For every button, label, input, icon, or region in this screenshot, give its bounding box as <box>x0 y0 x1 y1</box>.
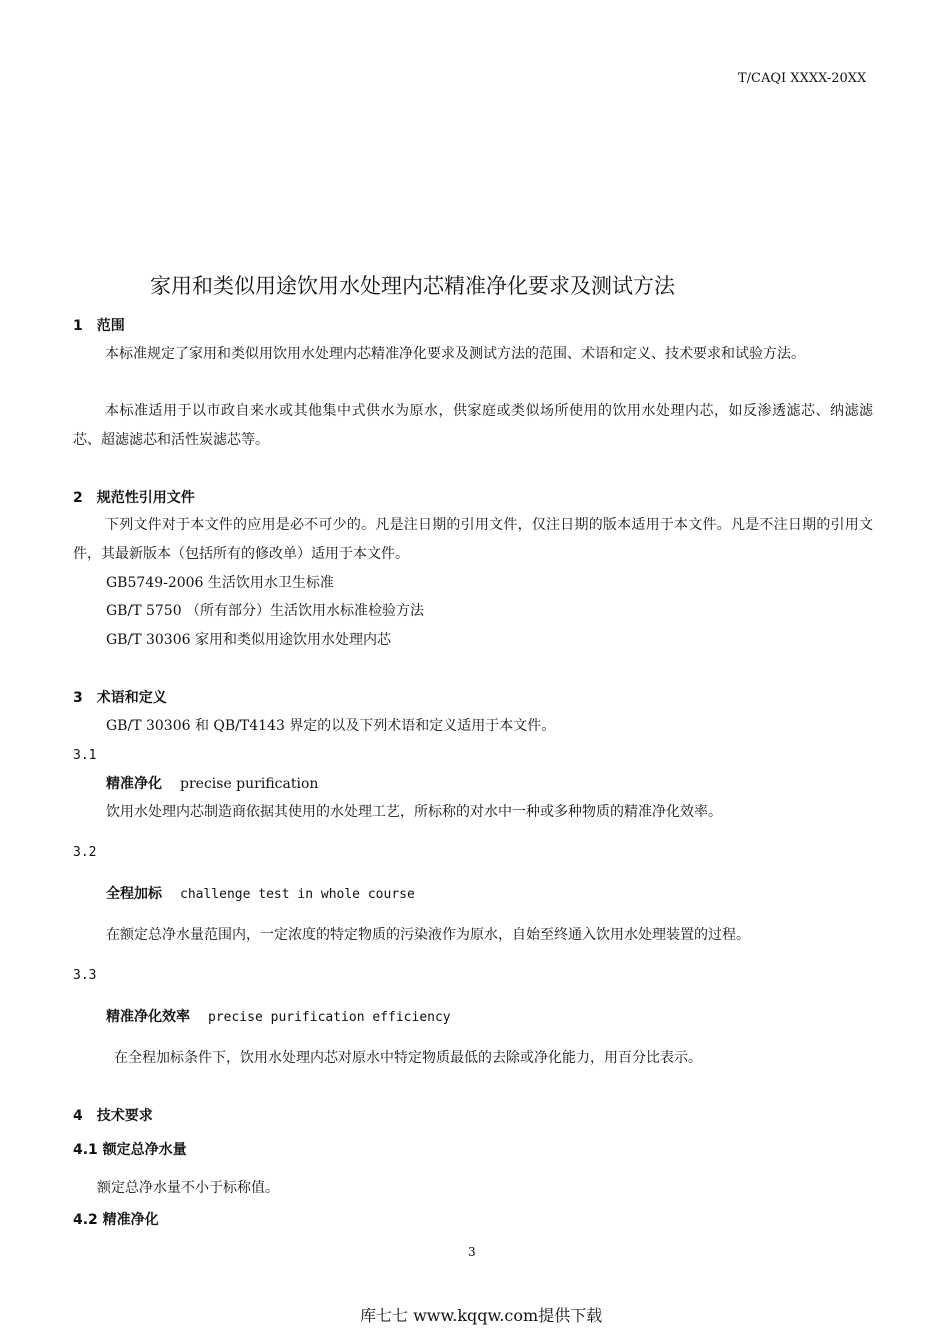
term-name: 精准净化 <box>106 776 162 792</box>
term-name: 精准净化效率 <box>106 1009 190 1025</box>
term-english: precise purification efficiency <box>208 1010 451 1025</box>
term-definition: 饮用水处理内芯制造商依据其使用的水处理工艺，所标称的对水中一种或多种物质的精准净化效率。 <box>106 804 722 820</box>
term-definition: 在额定总净水量范围内，一定浓度的特定物质的污染液作为原水，自始至终通入饮用水处理装置的过程。 <box>106 927 750 943</box>
term-number: 3.2 <box>73 845 97 860</box>
download-watermark: 库七七 www.kqqw.com提供下载 <box>360 1306 603 1325</box>
section-3-intro: GB/T 30306 和 QB/T4143 界定的以及下列术语和定义适用于本文件。 <box>106 718 556 734</box>
page-number: 3 <box>468 1245 476 1259</box>
term-title-row <box>106 1007 451 1028</box>
reference-item: GB/T 5750 （所有部分）生活饮用水标准检验方法 <box>106 603 425 619</box>
term-name: 全程加标 <box>106 886 162 902</box>
term-definition: 在全程加标条件下，饮用水处理内芯对原水中特定物质最低的去除或净化能力，用百分比表示。 <box>114 1050 702 1066</box>
reference-item: GB/T 30306 家用和类似用途饮用水处理内芯 <box>106 632 391 648</box>
section-2-heading: 2 规范性引用文件 <box>73 490 195 506</box>
term-english: challenge test in whole course <box>180 887 415 902</box>
term-title-row <box>106 774 318 794</box>
subsection-4-1-text: 额定总净水量不小于标称值。 <box>97 1180 279 1196</box>
page-title: 家用和类似用途饮用水处理内芯精准净化要求及测试方法 <box>150 274 675 298</box>
section-1-paragraph-1: 本标准规定了家用和类似用饮用水处理内芯精准净化要求及测试方法的范围、术语和定义、技术要求和试验方法。 <box>105 346 805 362</box>
term-title-row <box>106 884 415 905</box>
term-number: 3.3 <box>73 968 97 983</box>
section-1-paragraph-2: 本标准适用于以市政自来水或其他集中式供水为原水，供家庭或类似场所使用的饮用水处理内芯，如反渗透滤芯、纳滤滤芯、超滤滤芯和活性炭滤芯等。 <box>73 403 873 448</box>
term-english: precise purification <box>180 776 319 792</box>
section-2-paragraph: 下列文件对于本文件的应用是必不可少的。凡是注日期的引用文件，仅注日期的版本适用于本文件。凡是不注日期的引用文件，其最新版本（包括所有的修改单）适用于本文件。 <box>73 517 873 562</box>
section-3-heading: 3 术语和定义 <box>73 690 167 706</box>
section-1-heading: 1 范围 <box>73 318 125 334</box>
term-number: 3.1 <box>73 748 97 763</box>
reference-item: GB5749-2006 生活饮用水卫生标准 <box>106 575 334 591</box>
subsection-4-2-heading: 4.2 精准净化 <box>73 1212 159 1228</box>
subsection-4-1-heading: 4.1 额定总净水量 <box>73 1142 187 1158</box>
section-4-heading: 4 技术要求 <box>73 1108 153 1124</box>
doc-code: T/CAQI XXXX-20XX <box>738 71 867 86</box>
